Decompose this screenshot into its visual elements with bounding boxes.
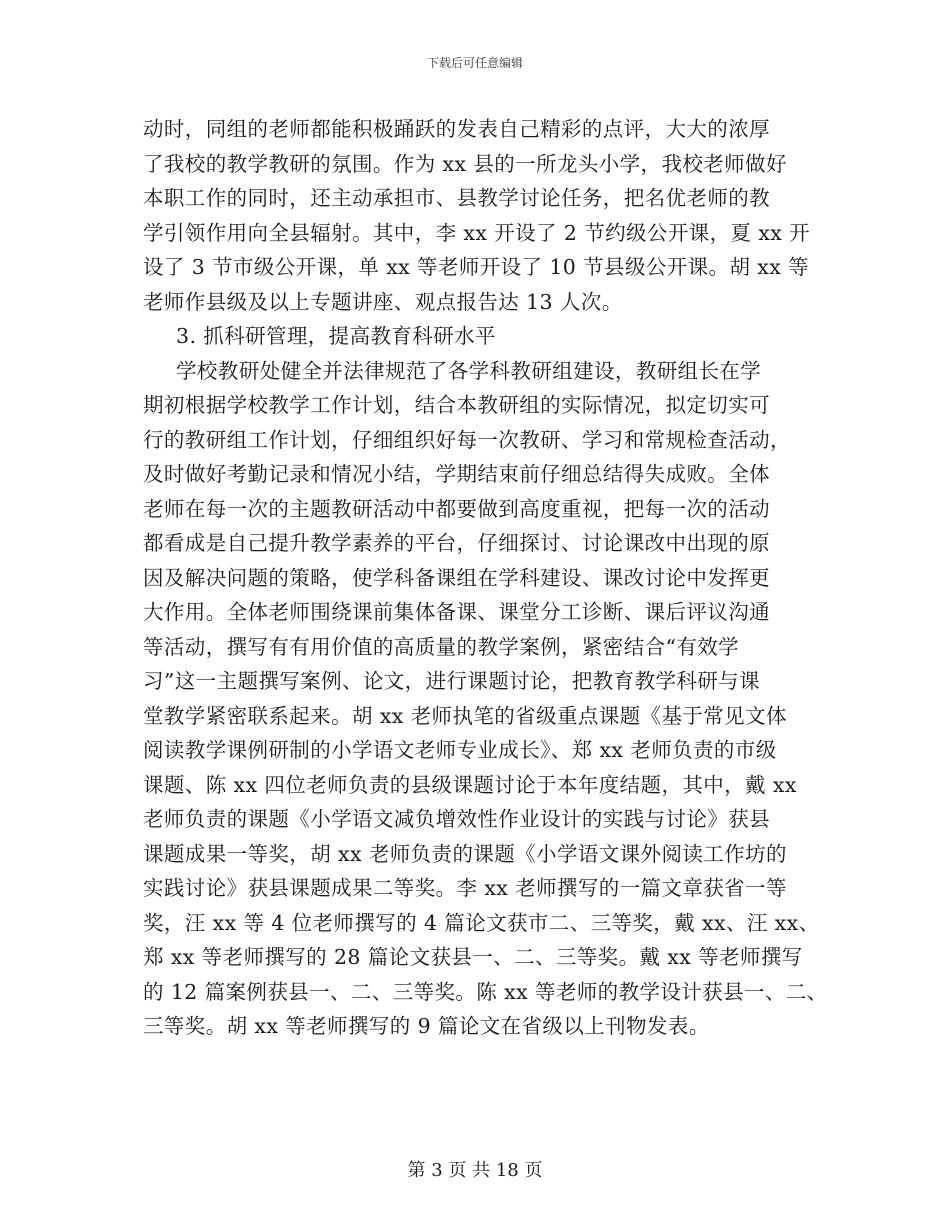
text-line: 大作用。全体老师围绕课前集体备课、课堂分工诊断、课后评议沟通 xyxy=(143,600,770,624)
text-line: 课题成果一等奖，胡 xx 老师负责的课题《小学语文课外阅读工作坊的 xyxy=(143,841,787,866)
paragraph-first-line: 学校教研处健全并法律规范了各学科教研组建设，教研组长在学 xyxy=(176,358,762,383)
page-header: 下载后可任意编辑 xyxy=(426,56,523,70)
text-line: 堂教学紧密联系起来。胡 xx 老师执笔的省级重点课题《基于常见文体 xyxy=(143,703,787,728)
text-line: 实践讨论》获县课题成果二等奖。李 xx 老师撰写的一篇文章获省一等 xyxy=(143,876,787,900)
section-heading: 3. 抓科研管理，提高教育科研水平 xyxy=(176,324,496,348)
text-line: 期初根据学校教学工作计划，结合本教研组的实际情况，拟定切实可 xyxy=(143,393,770,417)
text-line: 行的教研组工作计划，仔细组织好每一次教研、学习和常规检查活动， xyxy=(143,427,791,452)
text-line: 郑 xx 等老师撰写的 28 篇论文获县一、二、三等奖。戴 xx 等老师撰写 xyxy=(143,945,803,969)
text-line: 习”这一主题撰写案例、论文，进行课题讨论，把教育教学科研与课 xyxy=(143,669,760,693)
text-line: 及时做好考勤记录和情况小结，学期结束前仔细总结得失成败。全体 xyxy=(143,462,770,486)
text-line: 老师作县级及以上专题讲座、观点报告达 13 人次。 xyxy=(143,289,623,314)
page-footer: 第 3 页 共 18 页 xyxy=(407,1160,543,1181)
text-line: 本职工作的同时，还主动承担市、县教学讨论任务，把名优老师的教 xyxy=(143,186,770,210)
text-line: 设了 3 节市级公开课，单 xx 等老师开设了 10 节县级公开课。胡 xx 等 xyxy=(143,255,810,279)
text-line: 老师负责的课题《小学语文减负增效性作业设计的实践与讨论》获县 xyxy=(143,807,770,831)
text-line: 因及解决问题的策略，使学科备课组在学科建设、课改讨论中发挥更 xyxy=(143,565,770,590)
text-line: 三等奖。胡 xx 等老师撰写的 9 篇论文在省级以上刊物发表。 xyxy=(143,1014,710,1038)
text-line: 等活动，撰写有有用价值的高质量的教学案例，紧密结合“有效学 xyxy=(143,634,740,659)
text-line: 了我校的教学教研的氛围。作为 xx 县的一所龙头小学，我校老师做好 xyxy=(143,151,787,176)
text-line: 老师在每一次的主题教研活动中都要做到高度重视，把每一次的活动 xyxy=(143,496,770,521)
text-line: 都看成是自己提升教学素养的平台，仔细探讨、讨论课改中出现的原 xyxy=(143,531,770,555)
text-line: 课题、陈 xx 四位老师负责的县级课题讨论于本年度结题，其中，戴 xx xyxy=(143,772,797,797)
text-line: 学引领作用向全县辐射。其中，李 xx 开设了 2 节约级公开课，夏 xx 开 xyxy=(143,220,811,245)
text-line: 阅读教学课例研制的小学语文老师专业成长》、郑 xx 老师负责的市级 xyxy=(143,738,777,762)
text-line: 奖，汪 xx 等 4 位老师撰写的 4 篇论文获市二、三等奖，戴 xx、汪 xx、 xyxy=(143,910,820,935)
text-line: 的 12 篇案例获县一、二、三等奖。陈 xx 等老师的教学设计获县一、二、 xyxy=(143,979,828,1004)
document-body xyxy=(143,112,828,1044)
text-line: 动时，同组的老师都能积极踊跃的发表自己精彩的点评，大大的浓厚 xyxy=(143,117,770,141)
